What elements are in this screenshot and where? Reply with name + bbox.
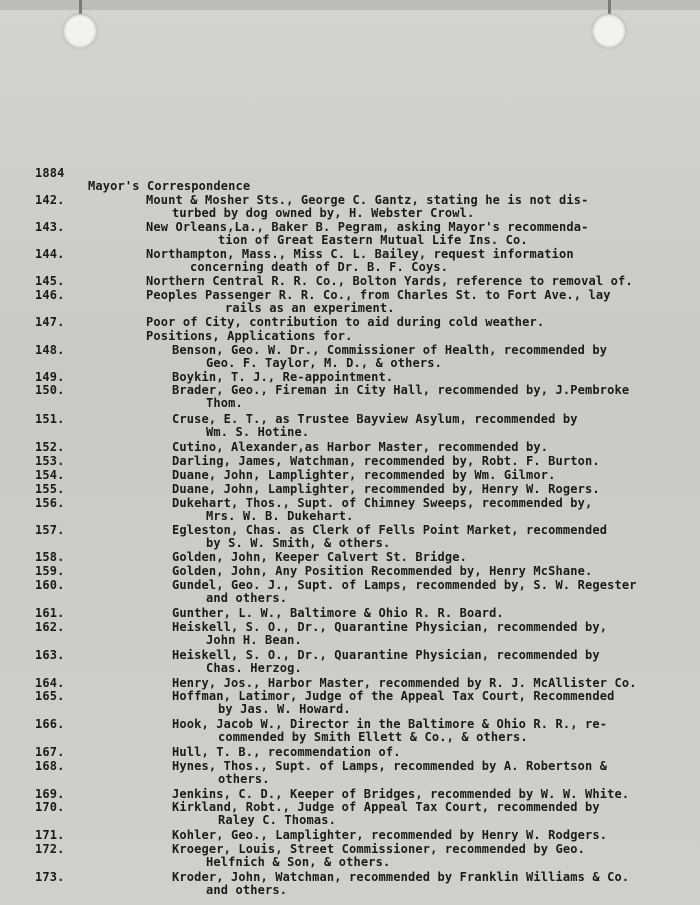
- entry-text-cont: Chas. Herzog.: [206, 661, 302, 675]
- entry-number: 151.: [35, 412, 65, 426]
- entry-text-cont: Thom.: [206, 396, 243, 410]
- entry-number: 144.: [35, 247, 65, 261]
- entry-number: 169.: [35, 787, 65, 801]
- entry-text-cont: turbed by dog owned by, H. Webster Crowl.: [172, 206, 475, 220]
- entry-number: 153.: [35, 454, 65, 468]
- entry-text-cont: rails as an experiment.: [225, 301, 395, 315]
- entry-number: 161.: [35, 606, 65, 620]
- heading: Mayor's Correspondence: [88, 179, 251, 193]
- entry-text: Hull, T. B., recommendation of.: [172, 745, 401, 759]
- entry-text: Golden, John, Any Position Recommended by, Henry McShane.: [172, 564, 593, 578]
- entry-number: 152.: [35, 440, 65, 454]
- entry-number: 162.: [35, 620, 65, 634]
- entry-text: Northampton, Mass., Miss C. L. Bailey, request information: [146, 247, 574, 261]
- entry-text: Northern Central R. R. Co., Bolton Yards, reference to removal of.: [146, 274, 633, 288]
- entry-number: 150.: [35, 383, 65, 397]
- entry-number: 159.: [35, 564, 65, 578]
- page-top-edge: [0, 0, 700, 10]
- entry-text: Kroeger, Louis, Street Commissioner, recommended by Geo.: [172, 842, 585, 856]
- entry-text: Benson, Geo. W. Dr., Commissioner of Health, recommended by: [172, 343, 608, 357]
- entry-text-cont: concerning death of Dr. B. F. Coys.: [190, 260, 449, 274]
- entry-number: 143.: [35, 220, 65, 234]
- entry-number: 168.: [35, 759, 65, 773]
- entry-text-cont: John H. Bean.: [206, 633, 302, 647]
- entry-text: Poor of City, contribution to aid during cold weather.: [146, 315, 545, 329]
- entry-number: 156.: [35, 496, 65, 510]
- entry-number: 148.: [35, 343, 65, 357]
- entry-text-cont: Mrs. W. B. Dukehart.: [206, 509, 354, 523]
- entry-text: Gunther, L. W., Baltimore & Ohio R. R. Board.: [172, 606, 504, 620]
- entry-number: 163.: [35, 648, 65, 662]
- punch-hole-right: [592, 14, 626, 48]
- entry-number: 149.: [35, 370, 65, 384]
- entry-text: Hoffman, Latimor, Judge of the Appeal Tax Court, Recommended: [172, 689, 615, 703]
- entry-text-cont: others.: [218, 772, 270, 786]
- year: 1884: [35, 166, 65, 180]
- entry-number: 147.: [35, 315, 65, 329]
- entry-text: Hynes, Thos., Supt. of Lamps, recommended by A. Robertson &: [172, 759, 608, 773]
- entry-text: Gundel, Geo. J., Supt. of Lamps, recommended by, S. W. Regester: [172, 578, 637, 592]
- entry-text-cont: and others.: [206, 883, 288, 897]
- entry-number: 166.: [35, 717, 65, 731]
- entry-text-cont: Wm. S. Hotine.: [206, 425, 310, 439]
- entry-text: Darling, James, Watchman, recommended by, Robt. F. Burton.: [172, 454, 600, 468]
- punch-hole-left: [63, 14, 97, 48]
- entry-number: 165.: [35, 689, 65, 703]
- entry-text: New Orleans,La., Baker B. Pegram, asking Mayor's recommenda-: [146, 220, 589, 234]
- entry-text-cont: commended by Smith Ellett & Co., & others.: [218, 730, 528, 744]
- entry-text: Duane, John, Lamplighter, recommended by Wm. Gilmor.: [172, 468, 556, 482]
- entry-text-cont: and others.: [206, 591, 288, 605]
- entry-number: 164.: [35, 676, 65, 690]
- entry-number: 171.: [35, 828, 65, 842]
- entry-number: 170.: [35, 800, 65, 814]
- entry-number: 154.: [35, 468, 65, 482]
- entry-text-cont: Geo. F. Taylor, M. D., & others.: [206, 356, 442, 370]
- entry-text: Cutino, Alexander,as Harbor Master, recommended by.: [172, 440, 549, 454]
- entry-text-cont: by S. W. Smith, & others.: [206, 536, 391, 550]
- entry-number: 160.: [35, 578, 65, 592]
- entry-text-cont: tion of Great Eastern Mutual Life Ins. Co.: [218, 233, 528, 247]
- entry-text: Heiskell, S. O., Dr., Quarantine Physician, recommended by,: [172, 620, 608, 634]
- entry-text: Heiskell, S. O., Dr., Quarantine Physician, recommended by: [172, 648, 600, 662]
- entry-number: 158.: [35, 550, 65, 564]
- entry-text: Duane, John, Lamplighter, recommended by, Henry W. Rogers.: [172, 482, 600, 496]
- entry-number: 157.: [35, 523, 65, 537]
- entry-text-cont: Raley C. Thomas.: [218, 813, 336, 827]
- entry-text: Brader, Geo., Fireman in City Hall, recommended by, J.Pembroke: [172, 383, 630, 397]
- entry-text-cont: Helfnich & Son, & others.: [206, 855, 391, 869]
- entry-text: Cruse, E. T., as Trustee Bayview Asylum, recommended by: [172, 412, 578, 426]
- entry-text: Mount & Mosher Sts., George C. Gantz, stating he is not dis-: [146, 193, 589, 207]
- entry-number: 146.: [35, 288, 65, 302]
- entry-number: 145.: [35, 274, 65, 288]
- entry-text: Kroder, John, Watchman, recommended by Franklin Williams & Co.: [172, 870, 630, 884]
- entry-text: Egleston, Chas. as Clerk of Fells Point Market, recommended: [172, 523, 608, 537]
- entry-number: 142.: [35, 193, 65, 207]
- entry-number: 155.: [35, 482, 65, 496]
- entry-text: Kirkland, Robt., Judge of Appeal Tax Court, recommended by: [172, 800, 600, 814]
- entry-text-cont: by Jas. W. Howard.: [218, 702, 351, 716]
- entry-text: Golden, John, Keeper Calvert St. Bridge.: [172, 550, 467, 564]
- entry-number: 172.: [35, 842, 65, 856]
- entry-text: Peoples Passenger R. R. Co., from Charles St. to Fort Ave., lay: [146, 288, 611, 302]
- entry-text: Dukehart, Thos., Supt. of Chimney Sweeps, recommended by,: [172, 496, 593, 510]
- entry-text: Jenkins, C. D., Keeper of Bridges, recommended by W. W. White.: [172, 787, 630, 801]
- entry-text: Henry, Jos., Harbor Master, recommended by R. J. McAllister Co.: [172, 676, 637, 690]
- entry-number: 173.: [35, 870, 65, 884]
- section-heading: Positions, Applications for.: [146, 329, 353, 343]
- entry-text: Kohler, Geo., Lamplighter, recommended by Henry W. Rodgers.: [172, 828, 608, 842]
- entry-number: 167.: [35, 745, 65, 759]
- entry-text: Hook, Jacob W., Director in the Baltimore & Ohio R. R., re-: [172, 717, 608, 731]
- entry-text: Boykin, T. J., Re-appointment.: [172, 370, 394, 384]
